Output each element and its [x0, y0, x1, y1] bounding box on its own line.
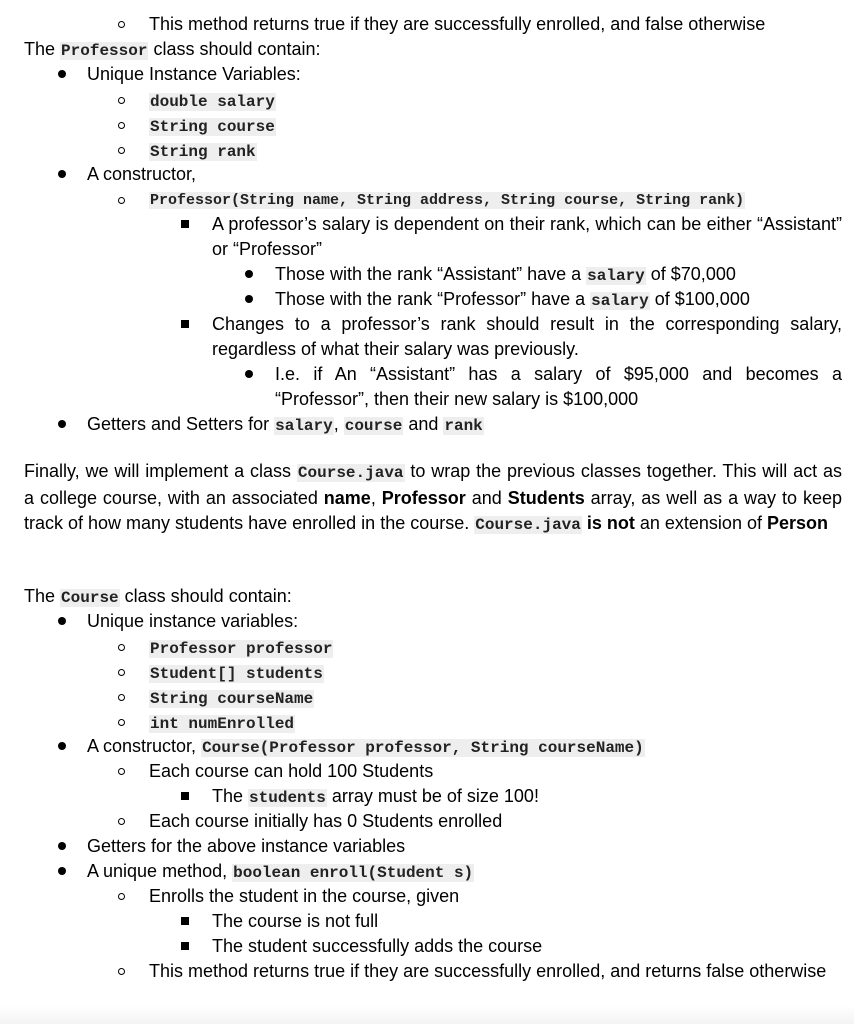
- list-item: Getters and Setters for salary, course and rank: [87, 414, 483, 435]
- list-item: String rank: [150, 143, 256, 161]
- circle-bullet-icon: [118, 113, 125, 137]
- disc-bullet-icon: [58, 62, 66, 86]
- square-bullet-icon: [181, 909, 189, 933]
- circle-bullet-icon: [118, 12, 125, 36]
- list-item: The students array must be of size 100!: [212, 786, 539, 807]
- paragraph: Finally, we will implement a class Course.java to wrap the previous classes together. This will act as a college course, with an associated name, Professor and Students array, as well as a way to keep track of how many students have enrolled in the course. Course.java is not an extension of Person: [24, 461, 842, 534]
- list-item: Professor professor: [150, 640, 333, 658]
- list-item: Professor(String name, String address, String course, String rank): [150, 192, 745, 209]
- disc-bullet-icon: [58, 734, 66, 758]
- list-item: Getters for the above instance variables: [87, 836, 406, 856]
- square-bullet-icon: [181, 784, 189, 808]
- square-bullet-icon: [181, 934, 189, 958]
- circle-bullet-icon: [118, 188, 125, 212]
- circle-bullet-icon: [118, 809, 125, 833]
- list-item: Unique instance variables:: [87, 611, 299, 631]
- list-item: This method returns true if they are successfully enrolled, and returns false otherwise: [149, 961, 827, 981]
- page-bottom-edge: [0, 1006, 854, 1024]
- list-item: String courseName: [150, 690, 314, 708]
- disc-bullet-icon: [245, 362, 253, 386]
- list-item: A unique method, boolean enroll(Student s): [87, 861, 474, 882]
- list-item: Unique Instance Variables:: [87, 64, 301, 84]
- list-item: Each course initially has 0 Students enrolled: [149, 811, 503, 831]
- circle-bullet-icon: [118, 759, 125, 783]
- circle-bullet-icon: [118, 884, 125, 908]
- list-item: String course: [150, 118, 275, 136]
- section-heading: The Professor class should contain:: [24, 39, 321, 60]
- square-bullet-icon: [181, 212, 189, 236]
- disc-bullet-icon: [58, 834, 66, 858]
- disc-bullet-icon: [58, 609, 66, 633]
- circle-bullet-icon: [118, 685, 125, 709]
- circle-bullet-icon: [118, 138, 125, 162]
- disc-bullet-icon: [245, 287, 253, 311]
- circle-bullet-icon: [118, 660, 125, 684]
- disc-bullet-icon: [58, 859, 66, 883]
- section-heading: The Course class should contain:: [24, 586, 292, 607]
- circle-bullet-icon: [118, 959, 125, 983]
- list-item: The course is not full: [212, 911, 379, 931]
- list-item: Those with the rank “Professor” have a salary of $100,000: [275, 289, 750, 310]
- list-item: A professor’s salary is dependent on their rank, which can be either “Assistant” or “Professor”: [212, 214, 842, 259]
- list-item: Student[] students: [150, 665, 323, 683]
- list-item: double salary: [150, 93, 275, 111]
- list-item: A constructor,: [87, 164, 197, 184]
- disc-bullet-icon: [58, 412, 66, 436]
- disc-bullet-icon: [58, 162, 66, 186]
- circle-bullet-icon: [118, 635, 125, 659]
- list-item: The student successfully adds the course: [212, 936, 543, 956]
- list-item: Each course can hold 100 Students: [149, 761, 434, 781]
- list-item: Changes to a professor’s rank should result in the corresponding salary, regardless of what their salary was previously.: [212, 314, 842, 359]
- list-item: A constructor, Course(Professor professor, String courseName): [87, 736, 644, 757]
- disc-bullet-icon: [245, 262, 253, 286]
- list-item: I.e. if An “Assistant” has a salary of $95,000 and becomes a “Professor”, then their new salary is $100,000: [275, 364, 842, 409]
- list-item: Those with the rank “Assistant” have a salary of $70,000: [275, 264, 736, 285]
- circle-bullet-icon: [118, 88, 125, 112]
- list-item: This method returns true if they are successfully enrolled, and false otherwise: [149, 14, 766, 34]
- circle-bullet-icon: [118, 710, 125, 734]
- square-bullet-icon: [181, 312, 189, 336]
- list-item: Enrolls the student in the course, given: [149, 886, 460, 906]
- list-item: int numEnrolled: [150, 715, 295, 733]
